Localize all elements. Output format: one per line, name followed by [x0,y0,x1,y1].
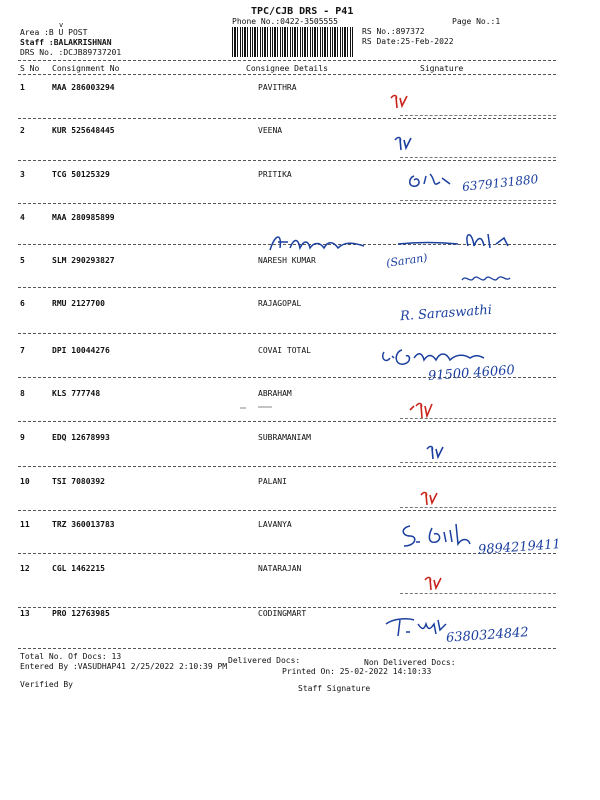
handwritten-phone-row-11: 9894219411 [477,537,562,558]
area-marker: v [59,21,64,29]
signature-row-8 [408,400,440,422]
row-consignee: NATARAJAN [258,564,302,573]
row-consignee: LAVANYA [258,520,292,529]
divider [18,421,556,422]
divider [18,607,556,608]
divider [18,203,556,204]
row-consignee: ABRAHAM [258,389,292,398]
row-consignee: COVAI TOTAL [258,346,311,355]
row-consignee: VEENA [258,126,283,135]
divider [18,74,556,75]
divider [18,333,556,334]
divider [18,466,556,467]
non-delivered-docs: Non Delivered Docs: [364,658,456,667]
row-consignee: PALANI [258,477,287,486]
printed-on: Printed On: 25-02-2022 14:10:33 [282,667,432,676]
divider [18,160,556,161]
phone-number: Phone No.:0422-3505555 [232,17,338,26]
dash-mark-row-8 [238,404,278,412]
rs-date: RS Date:25-Feb-2022 [362,37,454,46]
entered-by: Entered By :VASUDHAP41 2/25/2022 2:10:39 PM [20,662,228,671]
row-sno: 1 [20,83,25,92]
row-consignment: TCG 50125329 [52,170,110,179]
row-consignment: PRO 12763985 [52,609,110,618]
row-sno: 10 [20,477,30,486]
row-sno: 12 [20,564,30,573]
row-consignment: SLM 290293827 [52,256,115,265]
drs-number: DRS No. :DCJB89737201 [20,48,122,57]
row-consignment: TSI 7080392 [52,477,105,486]
handwritten-name-row-5: (Saran) [385,251,429,270]
document-title: TPC/CJB DRS - P41 [251,6,354,17]
handwritten-phone-row-3: 6379131880 [461,172,539,194]
row-consignment: TRZ 360013783 [52,520,115,529]
area-label: Area :B U POST [20,28,88,37]
row-consignee: RAJAGOPAL [258,299,302,308]
divider [18,648,556,649]
handwritten-phone-row-7: 91500 46060 [427,362,516,385]
column-sno: S No [20,64,40,73]
barcode [232,27,354,57]
signature-row-9 [424,443,448,463]
row-consignment: MAA 286003294 [52,83,115,92]
row-sno: 3 [20,170,25,179]
divider [18,510,556,511]
handwritten-phone-row-13: 6380324842 [445,625,530,646]
row-consignment: CGL 1462215 [52,564,105,573]
rs-number: RS No.:897372 [362,27,425,36]
signature-line [400,200,556,201]
verified-by: Verified By [20,680,73,689]
delivered-docs: Delivered Docs: [228,656,301,665]
row-consignment: KUR 525648445 [52,126,115,135]
signature-row-1 [388,92,412,112]
row-sno: 11 [20,520,30,529]
signature-row-10 [418,489,442,509]
column-signature: Signature [420,64,464,73]
row-consignment: DPI 10044276 [52,346,110,355]
handwritten-name-row-6: R. Saraswathi [399,302,493,325]
row-consignee: CODINGMART [258,609,307,618]
row-sno: 7 [20,346,25,355]
row-consignee: NARESH KUMAR [258,256,316,265]
row-consignment: RMU 2127700 [52,299,105,308]
signature-row-2 [392,134,416,154]
row-sno: 9 [20,433,25,442]
row-sno: 4 [20,213,25,222]
staff-label: Staff :BALAKRISHNAN [20,38,112,47]
row-sno: 6 [20,299,25,308]
row-sno: 13 [20,609,30,618]
row-consignee: SUBRAMANIAM [258,433,311,442]
row-sno: 5 [20,256,25,265]
divider [18,118,556,119]
divider [18,60,556,61]
row-sno: 2 [20,126,25,135]
divider [18,553,556,554]
signature-row-12 [422,574,446,594]
row-consignee: PAVITHRA [258,83,297,92]
column-consignment: Consignment No [52,64,120,73]
signature-row-5b [460,270,520,288]
row-sno: 8 [20,389,25,398]
row-consignment: KLS 777748 [52,389,101,398]
row-consignment: MAA 280985899 [52,213,115,222]
signature-line [400,157,556,158]
page-number: Page No.:1 [452,17,501,26]
total-docs: Total No. Of Docs: 13 [20,652,122,661]
signature-line [400,115,556,116]
row-consignee: PRITIKA [258,170,292,179]
staff-signature: Staff Signature [298,684,371,693]
column-consignee: Consignee Details [246,64,328,73]
row-consignment: EDQ 12678993 [52,433,110,442]
